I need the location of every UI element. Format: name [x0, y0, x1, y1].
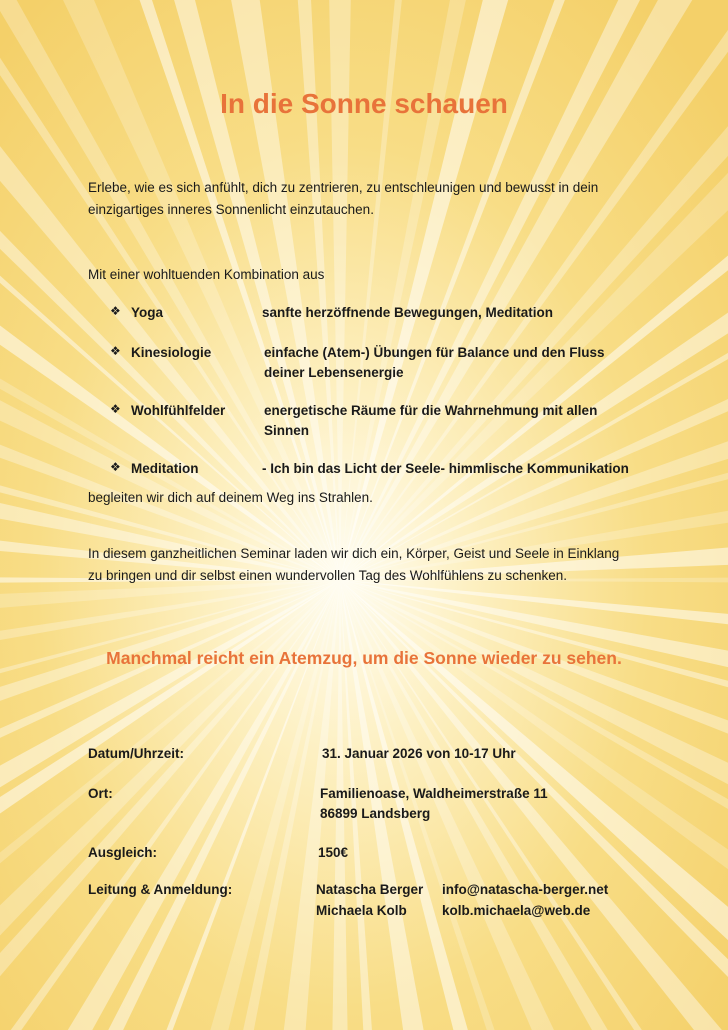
list-desc-continued: Sinnen	[264, 423, 310, 438]
seminar-text: In diesem ganzheitlichen Seminar laden wir dich ein, Körper, Geist und Seele in Einklang zu bringen und dir selbst einen wundervollen Tag des Wohlfühlens zu schenken.	[88, 546, 620, 583]
contact-name: Natascha Berger	[316, 882, 424, 897]
place-city: 86899 Landsberg	[320, 806, 431, 821]
date-value: 31. Januar 2026 von 10-17 Uhr	[322, 746, 516, 761]
list-term: Kinesiologie	[131, 345, 212, 360]
list-term: Yoga	[131, 305, 164, 320]
diamond-bullet-icon: ❖	[110, 460, 121, 474]
combination-lead: Mit einer wohltuenden Kombination aus	[88, 267, 325, 282]
place-label: Ort:	[88, 786, 113, 801]
contact-name: Michaela Kolb	[316, 903, 407, 918]
price-label: Ausgleich:	[88, 845, 158, 860]
list-desc: - Ich bin das Licht der Seele- himmlische Kommunikation	[262, 461, 629, 476]
contact-email[interactable]: info@natascha-berger.net	[442, 882, 609, 897]
diamond-bullet-icon: ❖	[110, 402, 121, 416]
accompany-text: begleiten wir dich auf deinem Weg ins Strahlen.	[88, 490, 373, 505]
intro-text: Erlebe, wie es sich anfühlt, dich zu zentrieren, zu entschleunigen und bewusst in dein einzigartiges inneres Sonnenlicht einzutauchen.	[88, 180, 599, 217]
date-label: Datum/Uhrzeit:	[88, 746, 185, 761]
list-desc: einfache (Atem-) Übungen für Balance und den Fluss	[264, 345, 605, 360]
contact-email[interactable]: kolb.michaela@web.de	[442, 903, 591, 918]
price-value: 150€	[318, 845, 349, 860]
contact-label: Leitung & Anmeldung:	[88, 882, 233, 897]
diamond-bullet-icon: ❖	[110, 304, 121, 318]
list-desc: energetische Räume für die Wahrnehmung mit allen	[264, 403, 598, 418]
list-term: Wohlfühlfelder	[131, 403, 226, 418]
list-desc-continued: deiner Lebensenergie	[264, 365, 404, 380]
page-title: In die Sonne schauen	[220, 88, 508, 119]
place-street: Familienoase, Waldheimerstraße 11	[320, 786, 548, 801]
tagline: Manchmal reicht ein Atemzug, um die Sonne wieder zu sehen.	[106, 648, 622, 668]
list-desc: sanfte herzöffnende Bewegungen, Meditation	[262, 305, 554, 320]
list-term: Meditation	[131, 461, 199, 476]
diamond-bullet-icon: ❖	[110, 344, 121, 358]
